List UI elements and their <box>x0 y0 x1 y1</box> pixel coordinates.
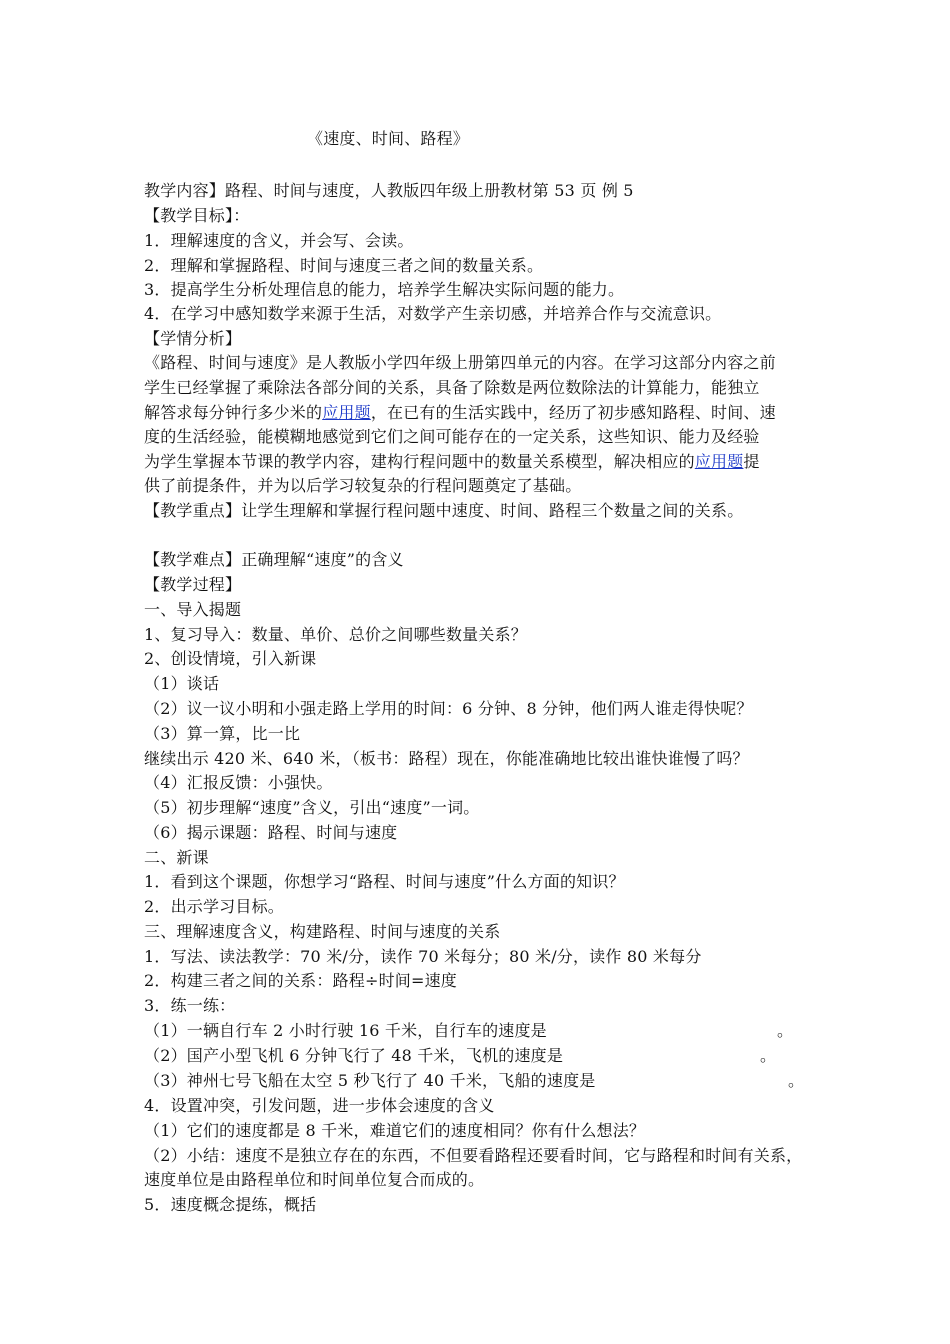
goal-item: 3．提高学生分析处理信息的能力，培养学生解决实际问题的能力。 <box>144 280 625 299</box>
analysis-heading: 【学情分析】 <box>144 329 242 348</box>
section-heading: 一、导入揭题 <box>144 600 242 619</box>
process-item: （6）揭示课题：路程、时间与速度 <box>144 823 398 842</box>
analysis-line: 《路程、时间与速度》是人教版小学四年级上册第四单元的内容。在学习这部分内容之前 <box>144 353 776 372</box>
exercise-end-mark: 。 <box>788 1071 805 1090</box>
analysis-line: 度的生活经验，能模糊地感觉到它们之间可能存在的一定关系，这些知识、能力及经验 <box>144 427 760 446</box>
process-item: （5）初步理解“速度”含义，引出“速度”一词。 <box>144 798 480 817</box>
section-heading: 三、理解速度含义，构建路程、时间与速度的关系 <box>144 922 501 941</box>
process-item: （4）汇报反馈：小强快。 <box>144 773 333 792</box>
goal-item: 2．理解和掌握路程、时间与速度三者之间的数量关系。 <box>144 256 544 275</box>
process-item: （2）议一议小明和小强走路上学用的时间：6 分钟、8 分钟，他们两人谁走得快呢？ <box>144 699 753 718</box>
analysis-line: 学生已经掌握了乘除法各部分间的关系，具备了除数是两位数除法的计算能力，能独立 <box>144 378 760 397</box>
process-item: 5．速度概念提练，概括 <box>144 1195 317 1214</box>
document-title: 《速度、时间、路程》 <box>307 129 470 148</box>
process-item: 3．练一练： <box>144 996 236 1015</box>
process-item: 1、复习导入：数量、单价、总价之间哪些数量关系？ <box>144 625 527 644</box>
analysis-text: ，在已有的生活实践中，经历了初步感知路程、时间、速 <box>370 403 776 422</box>
analysis-line <box>144 400 776 423</box>
process-item: 2．出示学习目标。 <box>144 897 284 916</box>
analysis-text: 提 <box>743 452 760 471</box>
exercise-end-mark: 。 <box>777 1021 794 1040</box>
key-point: 【教学重点】让学生理解和掌握行程问题中速度、时间、路程三个数量之间的关系。 <box>144 501 744 520</box>
application-problem-link[interactable]: 应用题 <box>694 452 744 471</box>
exercise-item: （3）神州七号飞船在太空 5 秒飞行了 40 千米，飞船的速度是 <box>144 1071 596 1090</box>
analysis-line: 供了前提条件，并为以后学习较复杂的行程问题奠定了基础。 <box>144 476 582 495</box>
analysis-text: 为学生掌握本节课的教学内容，建构行程问题中的数量关系模型，解决相应的 <box>144 452 695 471</box>
goal-item: 1．理解速度的含义，并会写、会读。 <box>144 231 414 250</box>
difficulty: 【教学难点】正确理解“速度”的含义 <box>144 550 404 569</box>
exercise-end-mark: 。 <box>760 1046 777 1065</box>
process-item: （2）小结：速度不是独立存在的东西，不但要看路程还要看时间，它与路程和时间有关系， <box>144 1146 803 1165</box>
process-heading: 【教学过程】 <box>144 575 242 594</box>
analysis-line <box>144 449 760 472</box>
application-problem-link[interactable]: 应用题 <box>322 403 371 422</box>
exercise-item: （2）国产小型飞机 6 分钟飞行了 48 千米，飞机的速度是 <box>144 1046 564 1065</box>
process-item: 1．看到这个课题，你想学习“路程、时间与速度”什么方面的知识？ <box>144 872 625 891</box>
analysis-text: 解答求每分钟行多少米的 <box>144 403 323 422</box>
process-item: 速度单位是由路程单位和时间单位复合而成的。 <box>144 1170 485 1189</box>
process-item: 2、创设情境，引入新课 <box>144 649 317 668</box>
process-item: （1）它们的速度都是 8 千米，难道它们的速度相同？你有什么想法？ <box>144 1121 646 1140</box>
process-item: 2．构建三者之间的关系：路程÷时间=速度 <box>144 971 457 990</box>
process-item: （3）算一算，比一比 <box>144 724 301 743</box>
process-item: 1．写法、读法教学：70 米/分，读作 70 米每分；80 米/分，读作 80 米每分 <box>144 947 702 966</box>
teaching-content: 教学内容】路程、时间与速度，人教版四年级上册教材第 53 页 例 5 <box>144 181 634 200</box>
process-item: 继续出示 420 米、640 米，（板书：路程）现在，你能准确地比较出谁快谁慢了吗？ <box>144 749 749 768</box>
goal-item: 4．在学习中感知数学来源于生活，对数学产生亲切感，并培养合作与交流意识。 <box>144 304 722 323</box>
process-item: 4．设置冲突，引发问题，进一步体会速度的含义 <box>144 1096 495 1115</box>
exercise-item: （1）一辆自行车 2 小时行驶 16 千米，自行车的速度是 <box>144 1021 547 1040</box>
goals-heading: 【教学目标】： <box>144 206 250 225</box>
process-item: （1）谈话 <box>144 674 220 693</box>
section-heading: 二、新课 <box>144 848 209 867</box>
